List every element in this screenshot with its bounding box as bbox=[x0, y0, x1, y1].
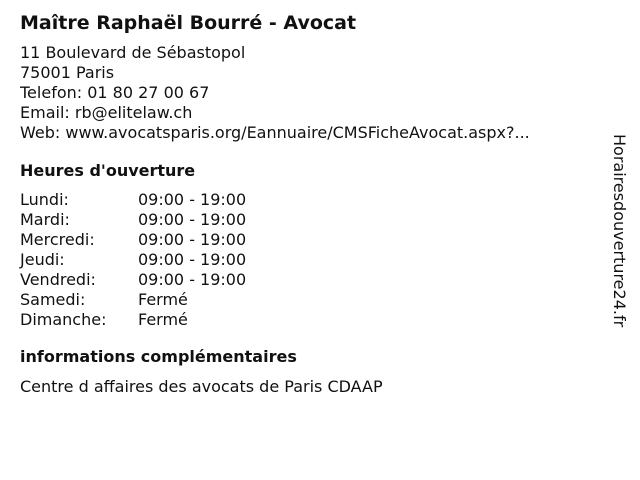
business-title: Maître Raphaël Bourré - Avocat bbox=[20, 12, 357, 34]
hours-row-friday bbox=[20, 270, 600, 290]
hours-time: 09:00 - 19:00 bbox=[138, 230, 247, 249]
phone-line bbox=[20, 83, 600, 103]
web-label: Web: bbox=[20, 123, 61, 142]
hours-heading: Heures d'ouverture bbox=[20, 161, 196, 180]
hours-day: Dimanche: bbox=[20, 310, 107, 329]
hours-row-monday bbox=[20, 190, 600, 210]
hours-list bbox=[20, 190, 600, 330]
hours-day: Mercredi: bbox=[20, 230, 95, 249]
web-line bbox=[20, 123, 600, 143]
email-value: rb@elitelaw.ch bbox=[74, 103, 193, 122]
hours-time: 09:00 - 19:00 bbox=[138, 210, 247, 229]
email-line bbox=[20, 103, 600, 123]
hours-row-thursday bbox=[20, 250, 600, 270]
phone-label: Telefon: bbox=[20, 83, 83, 102]
address-line-1: 11 Boulevard de Sébastopol bbox=[20, 43, 246, 62]
hours-time: Fermé bbox=[138, 310, 188, 329]
address-line-2: 75001 Paris bbox=[20, 63, 115, 82]
info-text: Centre d affaires des avocats de Paris CDAAP bbox=[20, 377, 383, 396]
hours-time: Fermé bbox=[138, 290, 188, 309]
hours-day: Jeudi: bbox=[20, 250, 65, 269]
email-label: Email: bbox=[20, 103, 70, 122]
site-brand-vertical: Horairesdouverture24.fr bbox=[610, 134, 629, 328]
hours-time: 09:00 - 19:00 bbox=[138, 270, 247, 289]
info-heading: informations complémentaires bbox=[20, 347, 297, 366]
hours-row-saturday bbox=[20, 290, 600, 310]
hours-time: 09:00 - 19:00 bbox=[138, 250, 247, 269]
business-card bbox=[20, 10, 600, 397]
hours-day: Lundi: bbox=[20, 190, 69, 209]
hours-day: Samedi: bbox=[20, 290, 86, 309]
hours-row-tuesday bbox=[20, 210, 600, 230]
hours-time: 09:00 - 19:00 bbox=[138, 190, 247, 209]
hours-day: Vendredi: bbox=[20, 270, 96, 289]
phone-value: 01 80 27 00 67 bbox=[87, 83, 210, 102]
hours-day: Mardi: bbox=[20, 210, 70, 229]
hours-row-wednesday bbox=[20, 230, 600, 250]
hours-row-sunday bbox=[20, 310, 600, 330]
web-value: www.avocatsparis.org/Eannuaire/CMSFicheAvocat.aspx?... bbox=[65, 123, 530, 142]
